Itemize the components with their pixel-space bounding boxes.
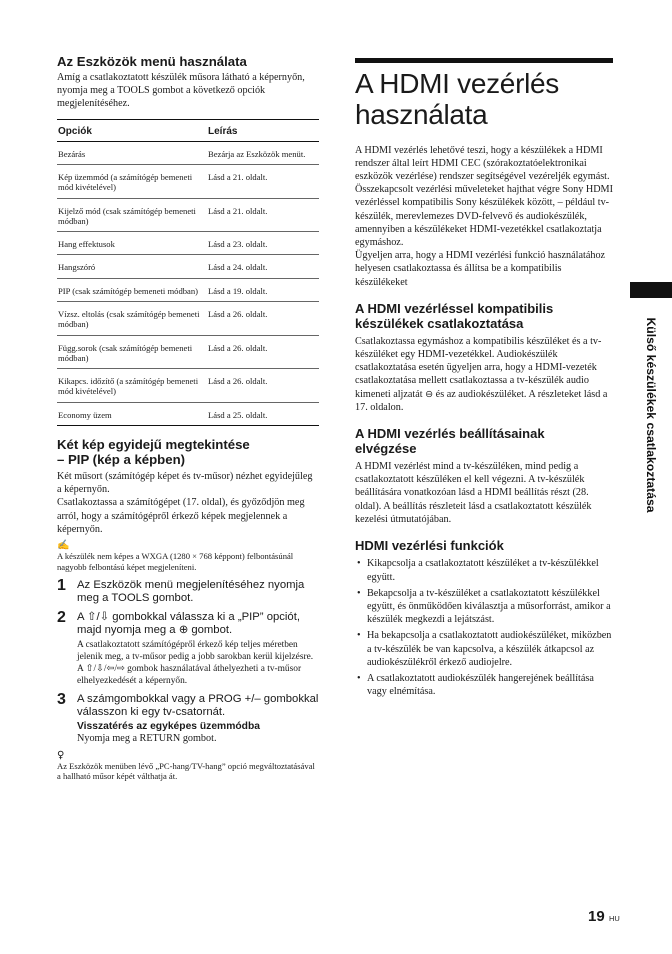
table-cell-option: Hang effektusok <box>57 232 207 255</box>
step-2-detail-2: A ⇧/⇩/⇦/⇨ gombok használatával áthelyezheti a tv-műsor elhelyezkedését a képernyőn. <box>77 664 302 687</box>
step-2-detail-1: A csatlakoztatott számítógépről érkező kép teljes méretben jelenik meg, a tv-műsor pedig a jobb sarokban kerül kijelzésre. <box>77 639 314 662</box>
list-item: • Ha bekapcsolja a csatlakoztatott audiokészüléket, miközben a tv-készülék be van kapcsolva, a készülék átkapcsol az audiokészülékről érkező audiojelre. <box>355 629 613 669</box>
table-row <box>57 369 319 403</box>
table-header-options: Opciók <box>57 119 207 141</box>
connect-heading-line1: A HDMI vezérléssel kompatibilis <box>355 300 554 316</box>
table-cell-option: Bezárás <box>57 141 207 164</box>
step-2-number: 2 <box>57 608 66 626</box>
table-cell-description: Lásd a 26. oldalt. <box>207 301 319 335</box>
table-row <box>57 301 319 335</box>
step-3-number: 3 <box>57 691 66 709</box>
page-title-line2: használata <box>355 98 488 130</box>
table-row <box>57 232 319 255</box>
settings-heading-line2: elvégzése <box>355 441 417 457</box>
table-row <box>57 198 319 232</box>
note-icon: ✍ <box>57 540 70 552</box>
tools-menu-heading: Az Eszközök menü használata <box>57 54 247 69</box>
table-cell-option: Kijelző mód (csak számítógép bemeneti módban) <box>57 198 207 232</box>
tip-icon: ♀ <box>57 749 65 761</box>
table-cell-option: Hangszóró <box>57 255 207 278</box>
table-row <box>57 164 319 198</box>
table-cell-description: Lásd a 25. oldalt. <box>207 402 319 425</box>
step-1-text: Az Eszközök menü megjelenítéséhez nyomja meg a TOOLS gombot. <box>77 578 305 604</box>
right-column <box>355 58 613 702</box>
return-heading: Visszatérés az egyképes üzemmódba <box>77 721 260 733</box>
audio-out-icon: ⊖ <box>425 388 434 400</box>
settings-heading <box>355 426 613 457</box>
pip-note: A készülék nem képes a WXGA (1280 × 768 képpont) felbontásúnál nagyobb felbontású képet megjeleníteni. <box>57 551 294 572</box>
table-cell-option: PIP (csak számítógép bemeneti módban) <box>57 278 207 301</box>
table-cell-option: Vízsz. eltolás (csak számítógép bemeneti módban) <box>57 301 207 335</box>
options-table <box>57 119 319 426</box>
pip-para1: Két műsort (számítógép képet és tv-műsor) nézhet egyidejűleg a képernyőn. <box>57 471 313 496</box>
step-3 <box>57 693 319 745</box>
connect-heading-line2: készülékek csatlakoztatása <box>355 316 524 332</box>
table-cell-option: Kikapcs. időzítő (a számítógép bemeneti mód kivételével) <box>57 369 207 403</box>
table-cell-description: Lásd a 23. oldalt. <box>207 232 319 255</box>
table-row <box>57 335 319 369</box>
step-1 <box>57 576 319 605</box>
page-title-line1: A HDMI vezérlés <box>355 67 559 99</box>
list-item: • Bekapcsolja a tv-készüléket a csatlakoztatott készülékkel együtt, és önműködően kiválasztja a műsorforrást, amikor a készülék megkezdi a lejátszást. <box>355 587 613 627</box>
page-number: 19 <box>588 908 605 925</box>
pip-heading-line2: – PIP (kép a képben) <box>57 452 186 468</box>
connect-text-a: Csatlakoztassa egymáshoz a kompatibilis készüléket és a tv-készüléket egy HDMI-vezetékkel. Audiokészülék csatlakoztatása esetén ügyeljen arra, hogy a HDMI-vezeték csatlakoztatása mellett csatlakoztassa a tv-készülék audio kimeneti aljzatát <box>355 335 602 400</box>
table-cell-description: Bezárja az Eszközök menüt. <box>207 141 319 164</box>
table-row <box>57 141 319 164</box>
table-cell-option: Kép üzemmód (a számítógép bemeneti mód kivételével) <box>57 164 207 198</box>
settings-text: A HDMI vezérlést mind a tv-készüléken, mind pedig a csatlakoztatott készüléken el kell végezni. A tv-készülék beállítására vonatkozóan lásd a HDMI beállítás részt (28. oldal). A beállítás részleteit lásd a csatlakoztatott készülék kezelési útmutatójában. <box>355 460 592 525</box>
hdmi-intro: A HDMI vezérlés lehetővé teszi, hogy a készülékek a HDMI rendszer által leírt HDMI CEC (szórakoztatóelektronikai eszközök vezérlése) rendszer segítségével vezéreljék egymást. Összekapcsolt vezérlési műveleteket hajthat végre Sony HDMI vezérléssel kompatibilis Sony készülékek között, – például tv-készülék, merevlemezes DVD-felvevő és audiokészülék, amennyiben a készülékeket HDMI-vezetékkel csatlakoztatja egymáshoz. <box>355 144 614 248</box>
return-text: Nyomja meg a RETURN gombot. <box>77 733 217 745</box>
pip-heading <box>57 437 319 467</box>
table-row <box>57 278 319 301</box>
connect-text <box>355 335 613 414</box>
step-1-number: 1 <box>57 576 66 594</box>
connect-text-b: és az audiokészüléket. A részleteket lásd a 17. oldalon. <box>355 388 608 413</box>
table-cell-description: Lásd a 26. oldalt. <box>207 335 319 369</box>
pip-heading-line1: Két kép egyidejű megtekintése <box>57 437 250 453</box>
step-2-text: A ⇧/⇩ gombokkal válassza ki a „PIP” opciót, majd nyomja meg a ⊕ gombot. <box>77 610 300 636</box>
list-item: • A csatlakoztatott audiokészülék hangerejének beállítása vagy elnémítása. <box>355 672 613 698</box>
table-row <box>57 255 319 278</box>
pip-para2: Csatlakoztassa a számítógépet (17. oldal), és győződjön meg arról, hogy a számítógépről érkező képek megjelennek a képernyőn. <box>57 497 305 535</box>
table-cell-option: Függ.sorok (csak számítógép bemeneti módban) <box>57 335 207 369</box>
pip-tip: Az Eszközök menüben lévő „PC-hang/TV-hang” opció megváltoztatásával a hallható műsor képét válthatja át. <box>57 760 315 782</box>
settings-heading-line1: A HDMI vezérlés beállításainak <box>355 425 545 441</box>
side-tab-label: Külső készülékek csatlakoztatása <box>644 317 658 513</box>
table-header-description: Leírás <box>207 119 319 141</box>
side-tab-marker <box>630 282 672 298</box>
title-rule <box>355 58 613 63</box>
functions-list <box>355 557 613 698</box>
table-cell-description: Lásd a 21. oldalt. <box>207 164 319 198</box>
table-header-row <box>57 119 319 141</box>
tools-menu-intro: Amíg a csatlakoztatott készülék műsora látható a képernyőn, nyomja meg a TOOLS gombot a következő opciók megjelenítéséhez. <box>57 72 305 110</box>
left-column <box>57 54 319 782</box>
table-cell-option: Economy üzem <box>57 402 207 425</box>
table-cell-description: Lásd a 21. oldalt. <box>207 198 319 232</box>
table-row <box>57 402 319 425</box>
page-title <box>355 68 613 130</box>
table-cell-description: Lásd a 19. oldalt. <box>207 278 319 301</box>
step-2 <box>57 608 319 688</box>
section-side-tab <box>630 282 672 522</box>
table-cell-description: Lásd a 26. oldalt. <box>207 369 319 403</box>
connect-heading <box>355 301 613 332</box>
side-tab-label-box <box>642 310 660 520</box>
functions-heading: HDMI vezérlési funkciók <box>355 537 504 553</box>
hdmi-intro-2: Ügyeljen arra, hogy a HDMI vezérlési funkció használatához helyesen csatlakoztassa és állítsa be a kompatibilis készülékeket <box>355 250 606 288</box>
page-language: HU <box>609 914 620 923</box>
step-3-text: A számgombokkal vagy a PROG +/– gombokkal válasszon ki egy tv-csatornát. <box>77 693 319 719</box>
table-cell-description: Lásd a 24. oldalt. <box>207 255 319 278</box>
list-item: • Kikapcsolja a csatlakoztatott készüléket a tv-készülékkel együtt. <box>355 557 613 583</box>
